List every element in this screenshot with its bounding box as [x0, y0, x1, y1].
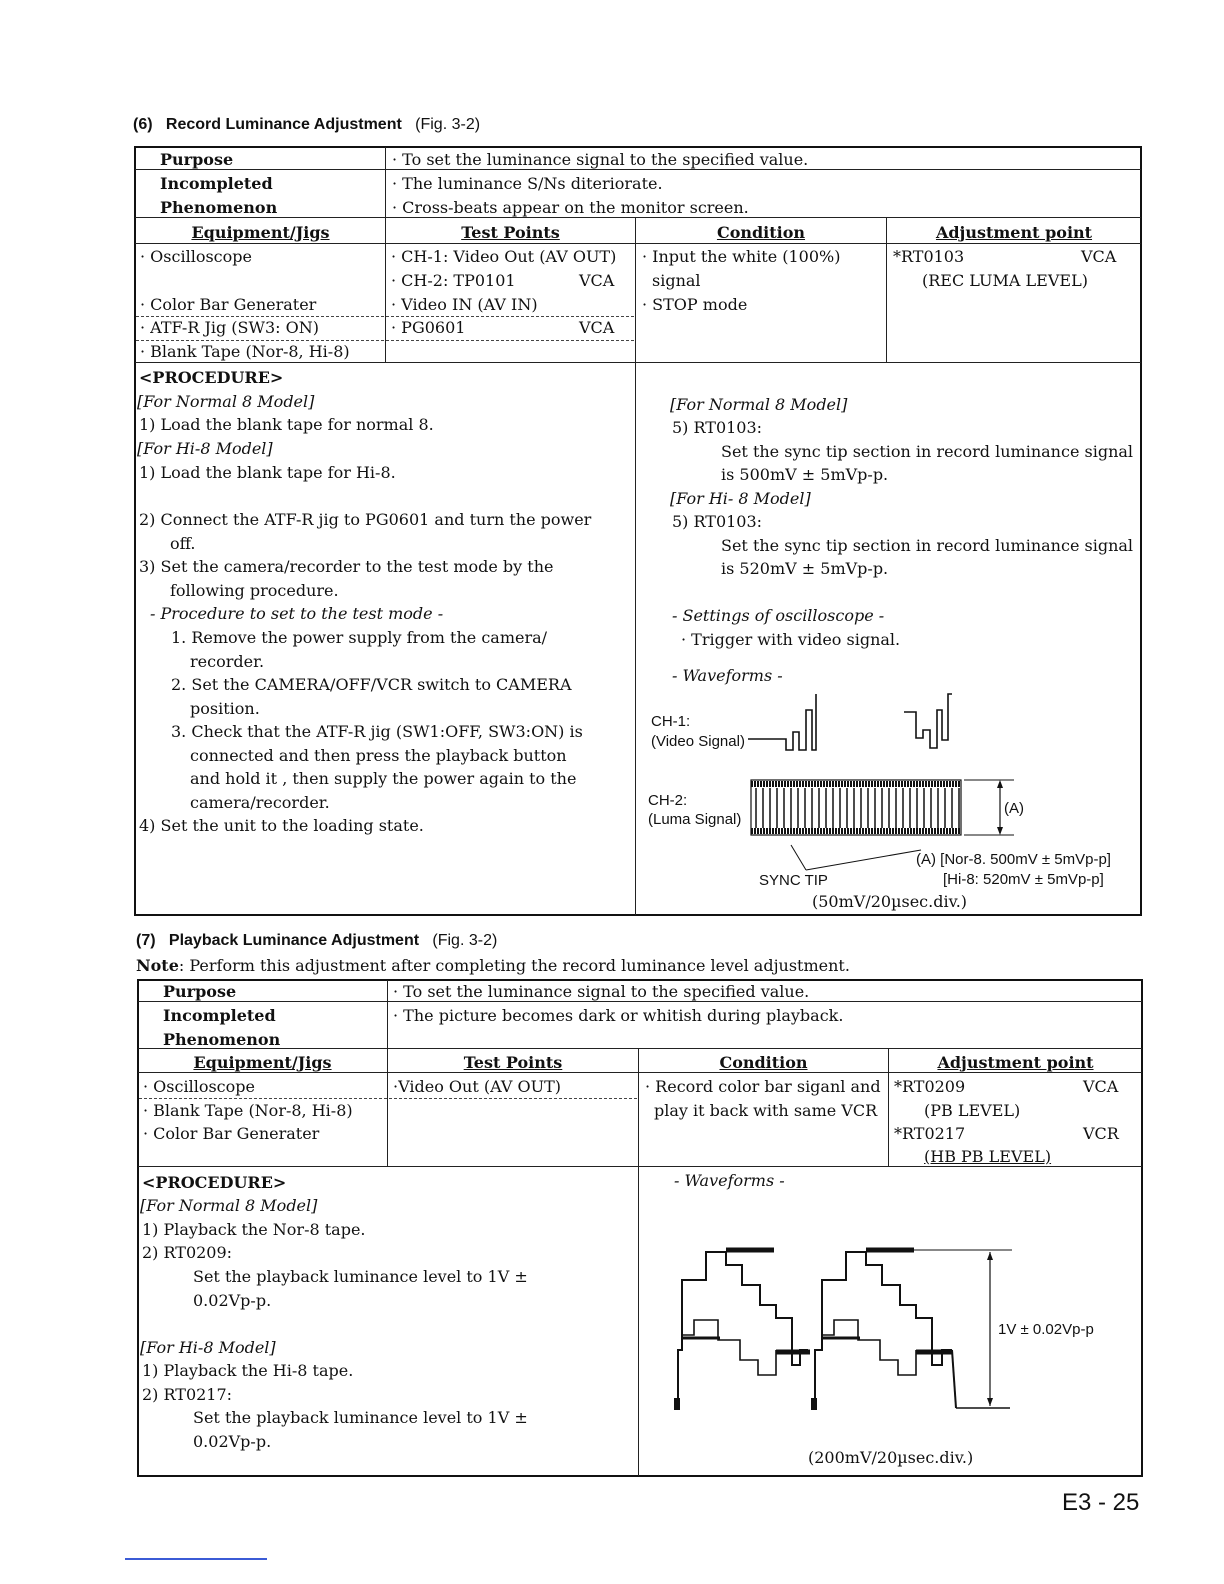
- s6-incomplete-1: · The luminance S/Ns diteriorate.: [392, 174, 663, 193]
- sync-tip-pointer-2: [806, 850, 921, 870]
- s6-proc-line: connected and then press the playback button: [190, 746, 567, 765]
- s6-adjust-2: (REC LUMA LEVEL): [922, 271, 1088, 290]
- s6-equip-1: · Oscilloscope: [140, 247, 252, 266]
- s6-incomplete-2: · Cross-beats appear on the monitor screen.: [392, 198, 749, 217]
- s7-equip-2: · Blank Tape (Nor-8, Hi-8): [143, 1101, 353, 1120]
- s6-right-line: [For Normal 8 Model]: [670, 395, 848, 414]
- s6-right-line: 5) RT0103:: [672, 418, 763, 437]
- s6-proc-line: 1. Remove the power supply from the camera/: [171, 628, 548, 647]
- s6-incomplete-label-1: Incompleted: [160, 174, 273, 193]
- level-arrow-down: [987, 1398, 993, 1406]
- s6-proc-line: 2) Connect the ATF-R jig to PG0601 and turn the power: [139, 510, 592, 529]
- s6-right-line: Set the sync tip section in record luminance signal: [721, 442, 1134, 461]
- s7-waveforms-label: - Waveforms -: [674, 1171, 785, 1190]
- s6-right-line: 5) RT0103:: [672, 512, 763, 531]
- footer-link-line: [125, 1558, 267, 1560]
- s7-incomplete-label-2: Phenomenon: [163, 1030, 281, 1049]
- s6-header-testpoints: Test Points: [461, 223, 560, 242]
- s6-equip-4: · Blank Tape (Nor-8, Hi-8): [140, 342, 350, 361]
- section7-heading: [136, 932, 497, 950]
- s6-purpose-label: Purpose: [160, 150, 234, 169]
- s6-right-line: · Trigger with video signal.: [681, 630, 901, 649]
- s7-adjust-4: (HB PB LEVEL): [924, 1147, 1052, 1166]
- s6-proc-line: [For Hi-8 Model]: [137, 439, 273, 458]
- section6-number: (6): [133, 116, 153, 133]
- s6-proc-line: [For Normal 8 Model]: [137, 392, 315, 411]
- s6-incomplete-label-2: Phenomenon: [160, 198, 278, 217]
- s7-condition-1: · Record color bar siganl and: [645, 1077, 881, 1096]
- s6-equip-3: · ATF-R Jig (SW3: ON): [140, 318, 319, 337]
- s7-proc-line: [For Hi-8 Model]: [140, 1338, 276, 1357]
- s7-condition-2: play it back with same VCR: [654, 1101, 878, 1120]
- s6-condition-2: signal: [652, 271, 701, 290]
- s7-proc-line: 2) RT0209:: [142, 1243, 233, 1262]
- ch2-sublabel: (Luma Signal): [648, 811, 742, 828]
- s6-proc-line: 4) Set the unit to the loading state.: [139, 816, 424, 835]
- section7-title: Playback Luminance Adjustment: [168, 932, 420, 949]
- s6-testpoint-3: · Video IN (AV IN): [391, 295, 538, 314]
- s6-scale-label: (50mV/20µsec.div.): [812, 892, 968, 911]
- section7-fig-ref: (Fig. 3-2): [432, 932, 498, 949]
- a-arrow-up: [997, 780, 1003, 788]
- a-marker: (A): [1004, 800, 1024, 817]
- s7-level-label: 1V ± 0.02Vp-p: [998, 1321, 1094, 1338]
- record-luma-waveform: [636, 680, 1136, 880]
- s7-adjust-2: (PB LEVEL): [924, 1101, 1021, 1120]
- s7-proc-line: Set the playback luminance level to 1V ±: [193, 1267, 528, 1286]
- page-number: E3 - 25: [1062, 1489, 1140, 1516]
- s6-procedure-title: <PROCEDURE>: [139, 368, 284, 387]
- ch2-label: CH-2:: [648, 792, 688, 809]
- s6-proc-line: recorder.: [190, 652, 265, 671]
- s6-right-line: Set the sync tip section in record luminance signal: [721, 536, 1134, 555]
- s7-purpose-text: · To set the luminance signal to the specified value.: [393, 982, 810, 1001]
- pb-tail: [952, 1350, 956, 1408]
- ch2-luma-burst: [751, 780, 961, 835]
- s6-condition-3: · STOP mode: [642, 295, 748, 314]
- ch1-label: CH-1:: [651, 713, 691, 730]
- s6-right-line: is 520mV ± 5mVp-p.: [721, 559, 889, 578]
- s7-proc-line: 2) RT0217:: [142, 1385, 233, 1404]
- s7-proc-line: 1) Playback the Nor-8 tape.: [142, 1220, 366, 1239]
- s7-header-adjustment: Adjustment point: [937, 1053, 1094, 1072]
- s7-proc-line: 0.02Vp-p.: [193, 1291, 272, 1310]
- s6-purpose-text: · To set the luminance signal to the specified value.: [392, 150, 809, 169]
- s7-proc-line: [For Normal 8 Model]: [140, 1196, 318, 1215]
- s7-header-equipment: Equipment/Jigs: [193, 1053, 332, 1072]
- s7-testpoint-1: ·Video Out (AV OUT): [393, 1077, 561, 1096]
- sync-tip-label: SYNC TIP: [759, 872, 828, 889]
- s6-testpoint-2-unit: VCA: [579, 271, 615, 290]
- sync-tip-pointer-1: [791, 845, 806, 870]
- s6-adjust-1: *RT0103: [893, 247, 965, 266]
- s7-adjust-1-unit: VCA: [1083, 1077, 1119, 1096]
- note-label: Note: [136, 956, 179, 975]
- ch1-sublabel: (Video Signal): [651, 733, 745, 750]
- s6-header-equipment: Equipment/Jigs: [191, 223, 330, 242]
- pb-trace-a-overlay: [682, 1320, 776, 1375]
- s6-proc-line: following procedure.: [170, 581, 339, 600]
- pb-trace-b: [815, 1252, 952, 1405]
- ch1-video-trace-a: [748, 694, 816, 750]
- section6-heading: [133, 116, 480, 134]
- pb-trace-b-overlay: [822, 1320, 916, 1375]
- s7-proc-line: Set the playback luminance level to 1V ±: [193, 1408, 528, 1427]
- s7-adjust-3: *RT0217: [894, 1124, 966, 1143]
- s7-header-testpoints: Test Points: [463, 1053, 563, 1072]
- section6-fig-ref: (Fig. 3-2): [415, 116, 481, 133]
- level-arrow-up: [987, 1252, 993, 1260]
- s6-equip-2: · Color Bar Generater: [140, 295, 317, 314]
- section7-number: (7): [136, 932, 156, 949]
- s6-proc-line: camera/recorder.: [190, 793, 330, 812]
- s7-proc-line: 1) Playback the Hi-8 tape.: [142, 1361, 354, 1380]
- s7-adjust-1: *RT0209: [894, 1077, 966, 1096]
- s6-testpoint-2: · CH-2: TP0101: [391, 271, 516, 290]
- s6-proc-line: 1) Load the blank tape for Hi-8.: [139, 463, 396, 482]
- s6-proc-line: - Procedure to set to the test mode -: [150, 604, 444, 623]
- pb-sync-b: [811, 1398, 817, 1410]
- s7-incomplete-1: · The picture becomes dark or whitish during playback.: [393, 1006, 844, 1025]
- s6-proc-line: and hold it , then supply the power again to the: [190, 769, 577, 788]
- s7-equip-1: · Oscilloscope: [143, 1077, 255, 1096]
- note-text: : Perform this adjustment after completing the record luminance level adjustment.: [178, 956, 850, 975]
- s7-proc-line: 0.02Vp-p.: [193, 1432, 272, 1451]
- s6-proc-line: 3) Set the camera/recorder to the test mode by the: [139, 557, 554, 576]
- s7-purpose-label: Purpose: [163, 982, 237, 1001]
- section6-title: Record Luminance Adjustment: [165, 116, 402, 133]
- s7-incomplete-label-1: Incompleted: [163, 1006, 276, 1025]
- a-arrow-down: [997, 827, 1003, 835]
- s6-proc-line: 2. Set the CAMERA/OFF/VCR switch to CAMERA: [171, 675, 572, 694]
- s7-procedure-title: <PROCEDURE>: [142, 1173, 287, 1192]
- s6-testpoint-1: · CH-1: Video Out (AV OUT): [391, 247, 617, 266]
- s6-condition-1: · Input the white (100%): [642, 247, 841, 266]
- s6-proc-line: position.: [190, 699, 260, 718]
- pb-trace-a: [678, 1252, 808, 1405]
- playback-luma-waveform: [660, 1230, 1030, 1420]
- a-hi8-spec: [Hi-8: 520mV ± 5mVp-p]: [943, 871, 1104, 888]
- s6-right-line: - Waveforms -: [672, 666, 783, 685]
- s6-right-line: is 500mV ± 5mVp-p.: [721, 465, 889, 484]
- s6-header-condition: Condition: [716, 223, 806, 242]
- s6-proc-line: 3. Check that the ATF-R jig (SW1:OFF, SW3:ON) is: [171, 722, 583, 741]
- s6-testpoint-4-unit: VCA: [579, 318, 615, 337]
- s6-proc-line: off.: [170, 534, 196, 553]
- s7-adjust-3-unit: VCR: [1083, 1124, 1119, 1143]
- s6-header-adjustment: Adjustment point: [935, 223, 1093, 242]
- s6-right-line: [For Hi- 8 Model]: [670, 489, 811, 508]
- s6-proc-line: 1) Load the blank tape for normal 8.: [139, 415, 434, 434]
- pb-sync-a: [674, 1398, 680, 1410]
- a-nor8-spec: (A) [Nor-8. 500mV ± 5mVp-p]: [916, 851, 1111, 868]
- s7-header-condition: Condition: [719, 1053, 808, 1072]
- section7-note: [136, 954, 850, 978]
- ch2-luma-bars: [756, 788, 959, 828]
- s6-right-line: - Settings of oscilloscope -: [672, 606, 885, 625]
- s7-scale-label: (200mV/20µsec.div.): [808, 1448, 974, 1467]
- s7-equip-3: · Color Bar Generater: [143, 1124, 320, 1143]
- s6-adjust-1-unit: VCA: [1081, 247, 1117, 266]
- ch1-video-trace-b: [904, 694, 952, 748]
- s6-testpoint-4: · PG0601: [391, 318, 466, 337]
